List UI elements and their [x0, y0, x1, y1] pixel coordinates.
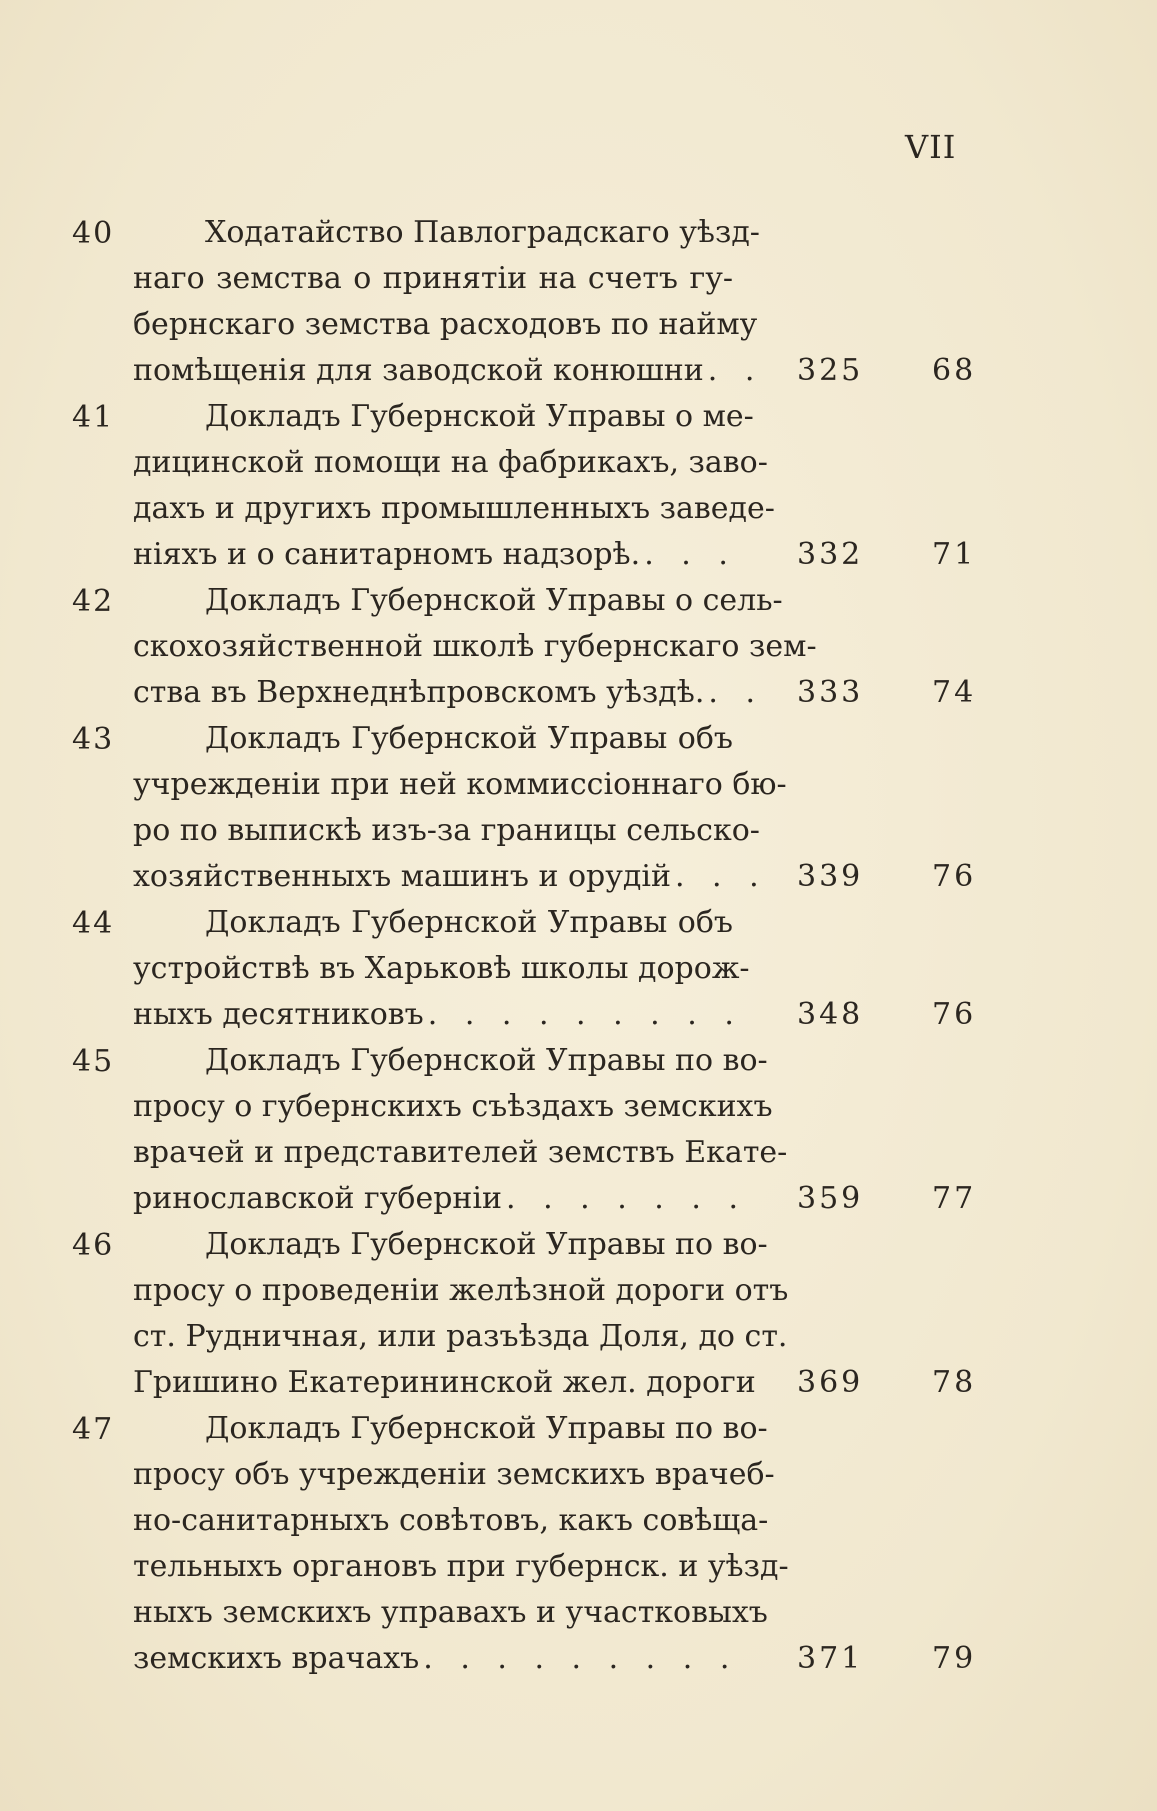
entry-line: наго земства о принятіи на счетъ гу- — [133, 261, 733, 296]
entry-line-last — [133, 1176, 747, 1222]
entry-line: Докладъ Губернской Управы о сель- — [205, 583, 783, 618]
entry-page: 369 — [797, 1365, 864, 1400]
entry-line-last — [133, 348, 764, 394]
entry-line: бернскаго земства расходовъ по найму — [133, 307, 758, 342]
entry-line: Докладъ Губернской Управы объ — [205, 721, 733, 756]
entry-line-text: ринославской губерніи — [133, 1181, 503, 1216]
entry-line: тельныхъ органовъ при губернск. и уѣзд- — [133, 1549, 789, 1584]
entry-line-last — [133, 670, 764, 716]
entry-sheet: 76 — [932, 859, 977, 894]
entry-sheet: 78 — [932, 1365, 977, 1400]
entry-line: ст. Рудничная, или разъѣзда Доля, до ст. — [133, 1319, 788, 1354]
entry-number: 41 — [72, 400, 115, 435]
entry-line: учрежденіи при ней коммиссіоннаго бю- — [133, 767, 787, 802]
entry-line: врачей и представителей земствъ Екате- — [133, 1135, 788, 1170]
entry-page: 371 — [797, 1641, 864, 1676]
entry-line-text: помѣщенія для заводской конюшни — [133, 353, 704, 388]
entry-page: 332 — [797, 537, 864, 572]
entry-line: ро по выпискѣ изъ-за границы сельско- — [133, 813, 760, 848]
entry-line: Докладъ Губернской Управы по во- — [205, 1227, 768, 1262]
entry-line-text: земскихъ врачахъ — [133, 1641, 420, 1676]
entry-line-text: хозяйственныхъ машинъ и орудій — [133, 859, 671, 894]
entry-line: ныхъ земскихъ управахъ и участковыхъ — [133, 1595, 768, 1630]
entry-page: 348 — [797, 997, 864, 1032]
entry-line: Докладъ Губернской Управы объ — [205, 905, 733, 940]
entry-number: 45 — [72, 1044, 115, 1079]
page-number: VII — [905, 128, 957, 166]
leader-dots: . . — [707, 353, 764, 388]
entry-sheet: 76 — [932, 997, 977, 1032]
leader-dots: . . . . . . . . . — [423, 1641, 739, 1676]
entry-line-last — [133, 854, 768, 900]
entry-line-text: ніяхъ и о санитарномъ надзорѣ. — [133, 537, 641, 572]
entry-line: но-санитарныхъ совѣтовъ, какъ совѣща- — [133, 1503, 769, 1538]
entry-number: 42 — [72, 584, 115, 619]
entry-line: Докладъ Губернской Управы по во- — [205, 1411, 768, 1446]
entry-line: Ходатайство Павлоградскаго уѣзд- — [205, 215, 760, 250]
entry-sheet: 79 — [932, 1641, 977, 1676]
entry-line-text: ства въ Верхнеднѣпровскомъ уѣздѣ. — [133, 675, 705, 710]
entry-number: 46 — [72, 1228, 115, 1263]
entry-number: 40 — [72, 216, 115, 251]
entry-page: 333 — [797, 675, 864, 710]
entry-line: Докладъ Губернской Управы по во- — [205, 1043, 768, 1078]
entry-sheet: 74 — [932, 675, 977, 710]
entry-line-text: ныхъ десятниковъ — [133, 997, 424, 1032]
leader-dots: . . . . . . . . . — [427, 997, 743, 1032]
entry-line-text: Гришино Екатерининской жел. дороги — [133, 1365, 756, 1400]
leader-dots: . . — [708, 675, 764, 710]
entry-sheet: 68 — [932, 353, 977, 388]
entry-line: дицинской помощи на фабрикахъ, заво- — [133, 445, 768, 480]
leader-dots: . . . . . . . — [506, 1181, 747, 1216]
entry-number: 47 — [72, 1412, 115, 1447]
entry-sheet: 71 — [932, 537, 977, 572]
entry-line: устройствѣ въ Харьковѣ школы дорож- — [133, 951, 750, 986]
entry-line-last — [133, 1360, 756, 1406]
leader-dots: . . . — [674, 859, 768, 894]
entry-line-last — [133, 532, 737, 578]
entry-page: 325 — [797, 353, 864, 388]
entry-line: скохозяйственной школѣ губернскаго зем- — [133, 629, 817, 664]
entry-line-last — [133, 992, 743, 1038]
entry-line: дахъ и другихъ промышленныхъ заведе- — [133, 491, 775, 526]
entry-line: Докладъ Губернской Управы о ме- — [205, 399, 754, 434]
entry-sheet: 77 — [932, 1181, 977, 1216]
entry-page: 359 — [797, 1181, 864, 1216]
entry-number: 44 — [72, 906, 115, 941]
leader-dots: . . . — [644, 537, 737, 572]
entry-line: просу о проведеніи желѣзной дороги отъ — [133, 1273, 789, 1308]
entry-number: 43 — [72, 722, 115, 757]
entry-line: просу объ учрежденіи земскихъ врачеб- — [133, 1457, 775, 1492]
entry-line-last — [133, 1636, 739, 1682]
entry-page: 339 — [797, 859, 864, 894]
entry-line: просу о губернскихъ съѣздахъ земскихъ — [133, 1089, 773, 1124]
